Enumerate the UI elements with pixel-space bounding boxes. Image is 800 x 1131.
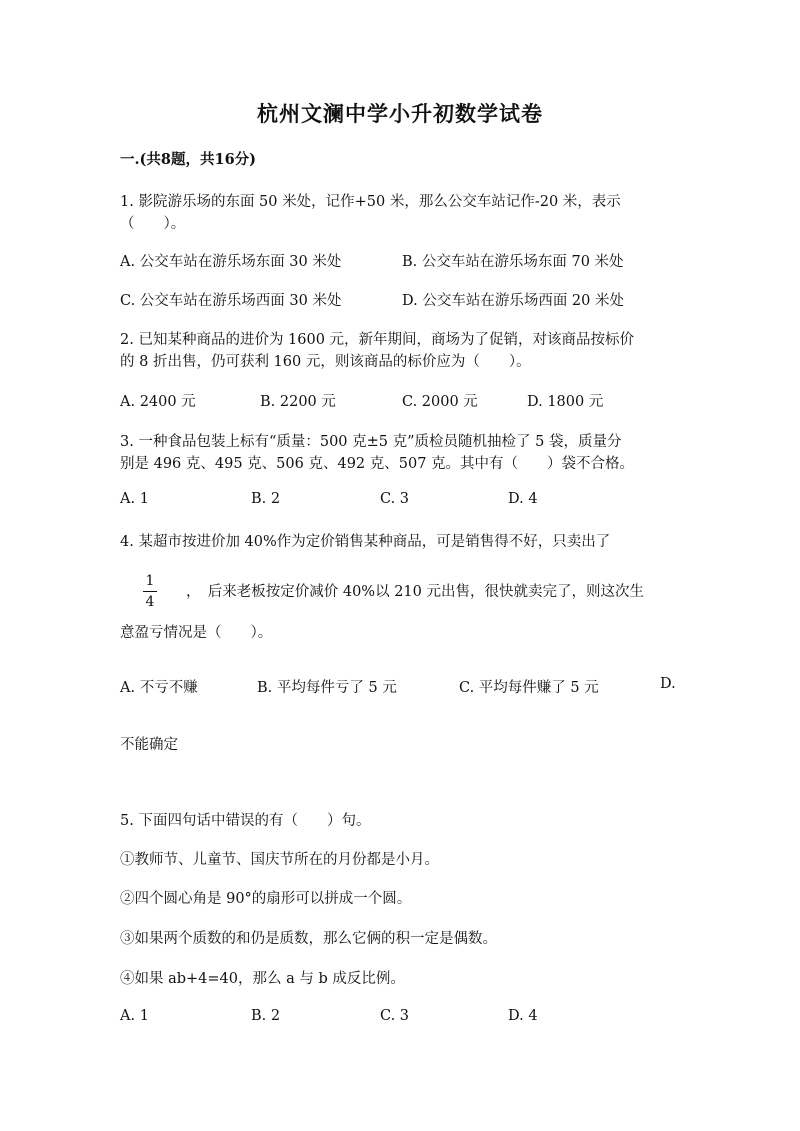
question-2-line-2: 的 8 折出售，仍可获利 160 元，则该商品的标价应为（ ）。 — [120, 354, 531, 370]
fraction — [140, 573, 160, 610]
question-3-line-2: 别是 496 克、495 克、506 克、492 克、507 克。其中有（ ）袋不合格。 — [120, 456, 635, 472]
question-1-option-b: B. 公交车站在游乐场东面 70 米处 — [402, 254, 624, 270]
question-4-line-3: 意盈亏情况是（ ）。 — [120, 625, 273, 641]
question-5-line-1: 5. 下面四句话中错误的有（ ）句。 — [120, 813, 371, 829]
question-2-option-a: A. 2400 元 — [120, 394, 196, 410]
question-4-option-d: D. — [660, 676, 676, 692]
question-2-option-d: D. 1800 元 — [527, 394, 604, 410]
question-4-line-2: ， 后来老板按定价减价 40%以 210 元出售，很快就卖完了，则这次生 — [186, 584, 644, 600]
question-5-statement-2: ②四个圆心角是 90°的扇形可以拼成一个圆。 — [120, 891, 412, 907]
question-3-line-1: 3. 一种食品包装上标有“质量：500 克±5 克”质检员随机抽检了 5 袋，质量分 — [120, 434, 622, 450]
question-4-option-b: B. 平均每件亏了 5 元 — [257, 680, 397, 696]
question-5-option-d: D. 4 — [508, 1008, 538, 1024]
question-2-option-b: B. 2200 元 — [260, 394, 336, 410]
question-4-option-a: A. 不亏不赚 — [120, 680, 198, 696]
question-5-statement-3: ③如果两个质数的和仍是质数，那么它俩的积一定是偶数。 — [120, 931, 497, 947]
question-3-option-d: D. 4 — [508, 491, 538, 507]
question-4-option-c: C. 平均每件赚了 5 元 — [459, 680, 599, 696]
question-5-statement-4: ④如果 ab+4=40，那么 a 与 b 成反比例。 — [120, 971, 405, 987]
question-4-line-1: 4. 某超市按进价加 40%作为定价销售某种商品，可是销售得不好，只卖出了 — [120, 534, 611, 550]
fraction-bar — [143, 591, 157, 592]
question-4-option-d-text: 不能确定 — [120, 737, 178, 753]
question-3-option-c: C. 3 — [380, 491, 410, 507]
fraction-numerator: 1 — [145, 573, 155, 589]
question-1-option-d: D. 公交车站在游乐场西面 20 米处 — [402, 293, 624, 309]
question-5-option-c: C. 3 — [380, 1008, 410, 1024]
question-5-statement-1: ①教师节、儿童节、国庆节所在的月份都是小月。 — [120, 852, 439, 868]
question-1-option-c: C. 公交车站在游乐场西面 30 米处 — [120, 293, 342, 309]
question-3-option-a: A. 1 — [120, 491, 149, 507]
page-title: 杭州文澜中学小升初数学试卷 — [257, 101, 543, 126]
question-1-line-2: （ ）。 — [120, 216, 186, 232]
question-5-option-b: B. 2 — [251, 1008, 281, 1024]
question-2-option-c: C. 2000 元 — [402, 394, 478, 410]
question-1-line-1: 1. 影院游乐场的东面 50 米处，记作+50 米，那么公交车站记作-20 米，表示 — [120, 194, 621, 210]
section-heading: 一.(共8题，共16分) — [120, 151, 257, 168]
question-2-line-1: 2. 已知某种商品的进价为 1600 元，新年期间，商场为了促销，对该商品按标价 — [120, 332, 635, 348]
question-5-option-a: A. 1 — [120, 1008, 149, 1024]
fraction-denominator: 4 — [145, 594, 155, 610]
question-1-option-a: A. 公交车站在游乐场东面 30 米处 — [120, 254, 342, 270]
question-3-option-b: B. 2 — [251, 491, 281, 507]
